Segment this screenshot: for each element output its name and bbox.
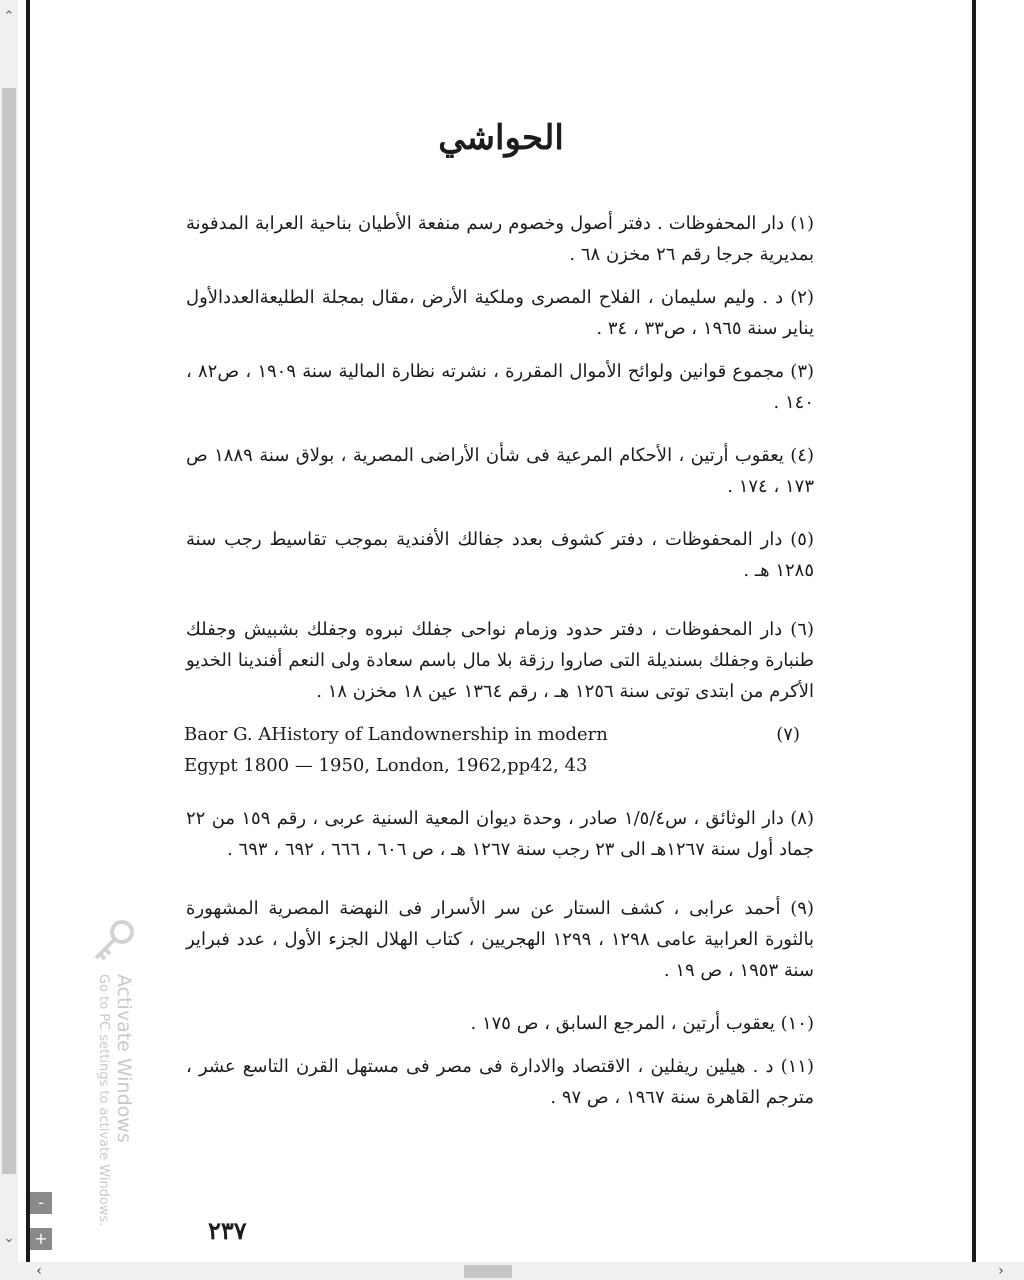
key-icon (90, 918, 136, 964)
chevron-right-icon[interactable]: › (998, 1263, 1004, 1279)
document-page (30, 0, 972, 1262)
chevron-down-icon[interactable]: ⌄ (3, 1231, 15, 1246)
footnote-6: (٦) دار المحفوظات ، دفتر حدود وزمام نواحى جفلك نبروه وجفلك بشبيش وجفلك طنبارة وجفلك بسنديلة التى صاروا رزقة بلا مال باسم سعادة ولى النعم أفندينا الخديو الأكرم من ابتدى توتى سنة ١٢٥٦ هـ ، رقم ١٣٦٤ عين ١٨ مخزن ١٨ . (186, 619, 814, 702)
footnote-11: (١١) د . هيلين ريفلين ، الاقتصاد والادارة فى مصر فى مستهل القرن التاسع عشر ، مترجم القاهرة سنة ١٩٦٧ ، ص ٩٧ . (186, 1056, 814, 1108)
footnote-4: (٤) يعقوب أرتين ، الأحكام المرعية فى شأن الأراضى المصرية ، بولاق سنة ١٨٨٩ ص ١٧٣ ، ١٧٤ . (186, 445, 814, 497)
footnote-1: (١) دار المحفوظات . دفتر أصول وخصوم رسم منفعة الأطيان بناحية العرابة المدفونة بمديرية جرجا رقم ٢٦ مخزن ٦٨ . (186, 213, 814, 265)
footnote-10: (١٠) يعقوب أرتين ، المرجع السابق ، ص ١٧٥ . (470, 1013, 814, 1034)
zoom-out-button[interactable]: - (30, 1192, 52, 1214)
watermark-text (94, 974, 136, 1226)
page-number: ٢٣٧ (208, 1216, 247, 1245)
activation-watermark (88, 918, 138, 1238)
page-title: الحواشي (438, 118, 564, 158)
horizontal-scrollbar-thumb[interactable] (464, 1265, 512, 1278)
vertical-scrollbar[interactable] (0, 0, 18, 1262)
footnote-3: (٣) مجموع قوانين ولوائح الأموال المقررة ، نشرته نظارة المالية سنة ١٩٠٩ ، ص٨٢ ، ١٤٠ . (186, 361, 815, 413)
chevron-up-icon[interactable]: ⌃ (3, 9, 15, 24)
footnote-7-text: Baor G. AHistory of Landownership in modern Egypt 1800 — 1950, London, 1962,pp42, 43 (184, 724, 608, 776)
footnote-7 (186, 719, 814, 781)
watermark-title: Activate Windows (113, 974, 135, 1143)
footnote-9: (٩) أحمد عرابى ، كشف الستار عن سر الأسرار فى النهضة المصرية المشهورة بالثورة العرابية عامى ١٢٩٨ ، ١٢٩٩ الهجريين ، كتاب الهلال الجزء الأول ، عدد فبراير سنة ١٩٥٣ ، ص ١٩ . (186, 898, 814, 981)
chevron-left-icon[interactable]: ‹ (36, 1263, 42, 1279)
footnotes-list (186, 208, 814, 1113)
footnote-8: (٨) دار الوثائق ، س١/٥/٤ صادر ، وحدة ديوان المعية السنية عربى ، رقم ١٥٩ من ٢٢ جماد أول سنة ١٢٦٧هـ الى ٢٣ رجب سنة ١٢٦٧ هـ ، ص ٦٠٦ ، ٦٦٦ ، ٦٩٢ ، ٦٩٣ . (186, 808, 814, 860)
footnote-5: (٥) دار المحفوظات ، دفتر كشوف بعدد جفالك الأفندية بموجب تقاسيط رجب سنة ١٢٨٥ هـ . (186, 529, 814, 581)
footnote-7-number: (٧) (776, 724, 800, 745)
vertical-scrollbar-thumb[interactable] (2, 88, 16, 1174)
footnote-2: (٢) د . وليم سليمان ، الفلاح المصرى وملكية الأرض ،مقال بمجلة الطليعةالعددالأول يناير سنة ١٩٦٥ ، ص٣٣ ، ٣٤ . (186, 287, 814, 339)
horizontal-scrollbar[interactable] (0, 1262, 1024, 1280)
watermark-subtitle: Go to PC settings to activate Windows. (96, 974, 111, 1227)
page-border-right (972, 0, 976, 1262)
zoom-in-button[interactable]: + (30, 1228, 52, 1250)
